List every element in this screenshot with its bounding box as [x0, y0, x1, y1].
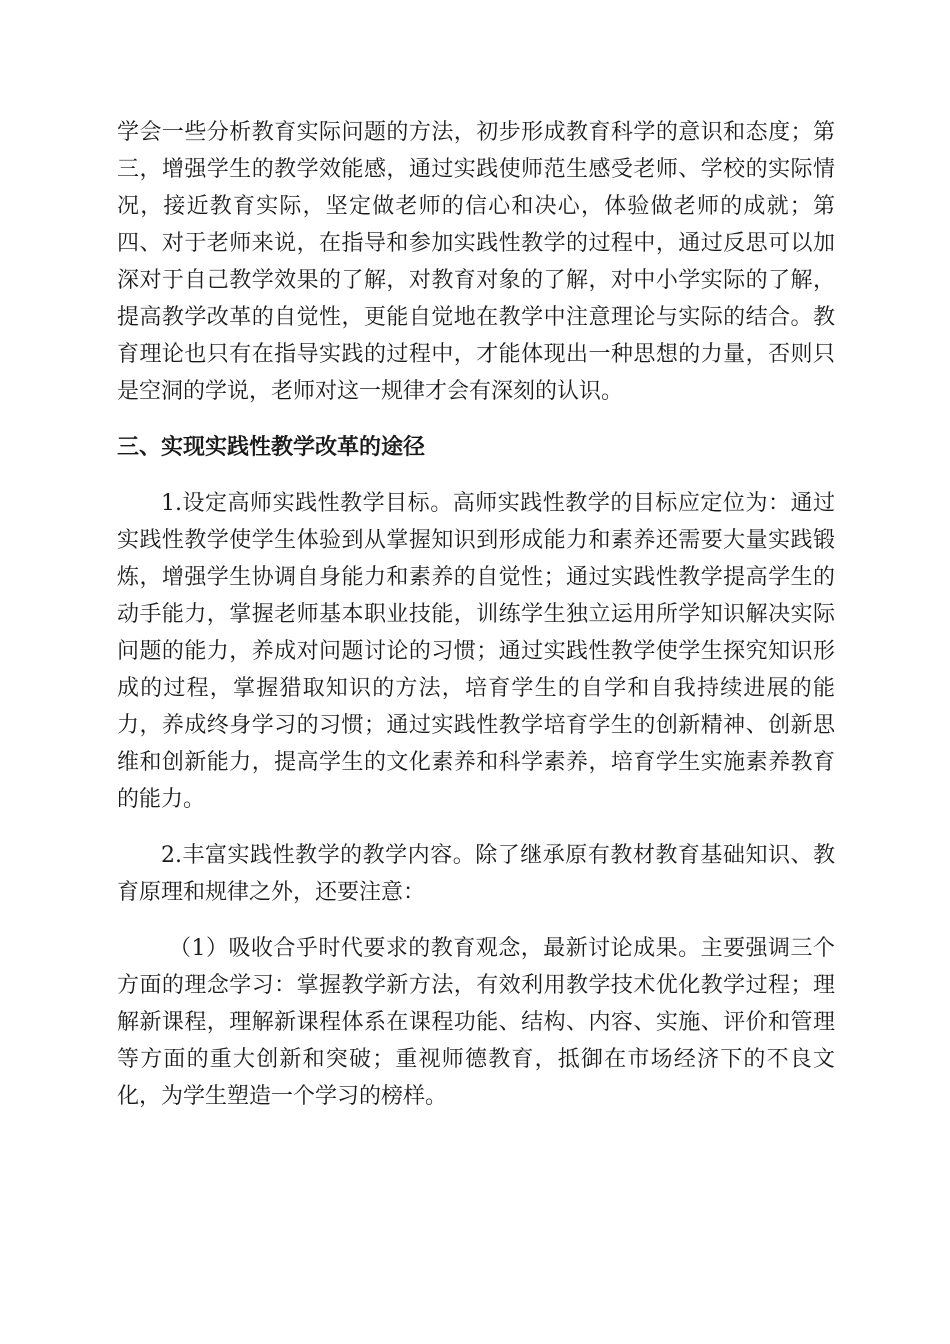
text-line: 成的过程，掌握猎取知识的方法，培育学生的自学和自我持续进展的能 — [117, 676, 835, 701]
paragraph-item-1 — [117, 930, 835, 1115]
text-line: 化，为学生塑造一个学习的榜样。 — [117, 1084, 448, 1109]
paragraph-teaching-content — [117, 837, 835, 911]
text-line: 动手能力，掌握老师基本职业技能，训练学生独立运用所学知识解决实际 — [117, 602, 835, 627]
text-line: 况，接近教育实际，坚定做老师的信心和决心，体验做老师的成就；第 — [117, 194, 835, 219]
text-line: 1.设定高师实践性教学目标。高师实践性教学的目标应定位为：通过 — [161, 491, 835, 516]
text-line: 深对于自己教学效果的了解，对教育对象的了解，对中小学实际的了解， — [117, 268, 835, 293]
text-line: 实践性教学使学生体验到从掌握知识到形成能力和素养还需要大量实践锻 — [117, 528, 835, 553]
document-page — [117, 114, 835, 1134]
text-line: 2.丰富实践性教学的教学内容。除了继承原有教材教育基础知识、教 — [161, 843, 835, 868]
text-line: 方面的理念学习：掌握教学新方法，有效利用教学技术优化教学过程；理 — [117, 973, 835, 998]
text-line: 四、对于老师来说，在指导和参加实践性教学的过程中，通过反思可以加 — [117, 231, 835, 256]
text-line: 解新课程，理解新课程体系在课程功能、结构、内容、实施、评价和管理 — [117, 1010, 835, 1035]
text-line: 育原理和规律之外，还要注意： — [117, 880, 426, 905]
text-line: 炼，增强学生协调自身能力和素养的自觉性；通过实践性教学提高学生的 — [117, 565, 835, 590]
text-line: 维和创新能力，提高学生的文化素养和科学素养，培育学生实施素养教育 — [117, 750, 835, 775]
paragraph-teaching-goals — [117, 485, 835, 818]
text-line: 问题的能力，养成对问题讨论的习惯；通过实践性教学使学生探究知识形 — [117, 639, 835, 664]
text-line: 的能力。 — [117, 787, 206, 812]
text-line: 学会一些分析教育实际问题的方法，初步形成教育科学的意识和态度；第 — [117, 120, 835, 145]
section-heading: 三、实现实践性教学改革的途径 — [117, 434, 426, 460]
text-line: 三，增强学生的教学效能感，通过实践使师范生感受老师、学校的实际情 — [117, 157, 835, 182]
text-line: 是空洞的学说，老师对这一规律才会有深刻的认识。 — [117, 379, 624, 404]
paragraph-intro — [117, 114, 835, 410]
text-line: 等方面的重大创新和突破；重视师德教育，抵御在市场经济下的不良文 — [117, 1047, 835, 1072]
text-line: （1）吸收合乎时代要求的教育观念，最新讨论成果。主要强调三个 — [169, 936, 835, 961]
text-line: 提高教学改革的自觉性，更能自觉地在教学中注意理论与实际的结合。教 — [117, 305, 835, 330]
text-line: 力，养成终身学习的习惯；通过实践性教学培育学生的创新精神、创新思 — [117, 713, 835, 738]
text-line: 育理论也只有在指导实践的过程中，才能体现出一种思想的力量，否则只 — [117, 342, 835, 367]
